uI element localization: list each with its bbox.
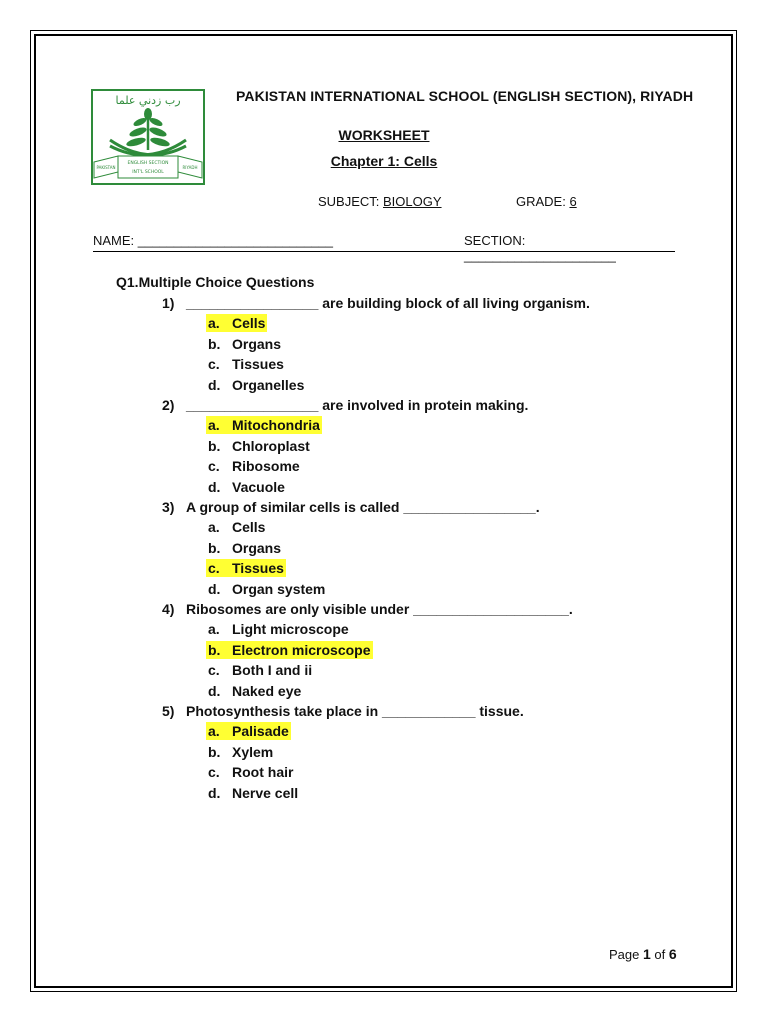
section-title: Q1.Multiple Choice Questions [116, 274, 315, 290]
option-text: Xylem [232, 744, 274, 760]
svg-text:PAKISTAN: PAKISTAN [96, 165, 116, 170]
subject-value: BIOLOGY [383, 194, 442, 209]
option-text: Naked eye [232, 683, 302, 699]
option-text: Palisade [232, 723, 289, 739]
question-text: _________________ are involved in protein making. [186, 397, 529, 413]
question-text: A group of similar cells is called _________________. [186, 499, 540, 515]
grade-line: GRADE: 6 [516, 194, 577, 209]
option-text: Vacuole [232, 479, 285, 495]
option-letter: d. [208, 581, 221, 597]
svg-text:ENGLISH SECTION: ENGLISH SECTION [127, 161, 169, 166]
option-letter: a. [208, 621, 220, 637]
section-field[interactable]: SECTION: _____________________ [464, 233, 616, 263]
option-text: Organs [232, 336, 282, 352]
option-letter: c. [208, 560, 220, 576]
logo-arabic-text: رب زدني علما [115, 94, 181, 107]
worksheet-title: WORKSHEET [338, 127, 430, 143]
option-text: Light microscope [232, 621, 349, 637]
option-text: Tissues [232, 560, 284, 576]
option-letter: a. [208, 723, 220, 739]
svg-text:RIYADH: RIYADH [182, 165, 198, 170]
option-text: Organs [232, 540, 282, 556]
option-letter: d. [208, 683, 221, 699]
option-text: Tissues [232, 356, 284, 372]
option-letter: a. [208, 315, 220, 331]
option-text: Organelles [232, 377, 305, 393]
page-number: Page 1 of 6 [609, 946, 677, 962]
option-letter: c. [208, 662, 220, 678]
option-letter: c. [208, 764, 220, 780]
name-field[interactable]: NAME: ___________________________ [93, 233, 333, 248]
question-number: 3) [162, 499, 175, 515]
option-letter: c. [208, 458, 220, 474]
option-letter: d. [208, 785, 221, 801]
subject-line: SUBJECT: BIOLOGY [318, 194, 442, 209]
question-text: Ribosomes are only visible under ____________________. [186, 601, 573, 617]
question-text: Photosynthesis take place in ____________ tissue. [186, 703, 524, 719]
option-letter: b. [208, 744, 221, 760]
option-text: Root hair [232, 764, 294, 780]
option-letter: b. [208, 438, 221, 454]
question-number: 2) [162, 397, 175, 413]
option-text: Nerve cell [232, 785, 299, 801]
option-letter: c. [208, 356, 220, 372]
chapter-title: Chapter 1: Cells [330, 153, 438, 169]
option-text: Mitochondria [232, 417, 320, 433]
option-text: Cells [232, 519, 266, 535]
option-letter: d. [208, 479, 221, 495]
option-text: Ribosome [232, 458, 300, 474]
question-number: 4) [162, 601, 175, 617]
option-text: Organ system [232, 581, 326, 597]
option-text: Cells [232, 315, 266, 331]
option-letter: b. [208, 642, 221, 658]
question-text: _________________ are building block of all living organism. [186, 295, 590, 311]
option-letter: a. [208, 519, 220, 535]
svg-text:INT'L SCHOOL: INT'L SCHOOL [132, 170, 164, 175]
option-letter: b. [208, 540, 221, 556]
question-number: 1) [162, 295, 175, 311]
option-text: Chloroplast [232, 438, 310, 454]
option-letter: d. [208, 377, 221, 393]
option-text: Electron microscope [232, 642, 371, 658]
option-letter: a. [208, 417, 220, 433]
grade-value: 6 [569, 194, 577, 209]
option-letter: b. [208, 336, 221, 352]
question-number: 5) [162, 703, 175, 719]
school-name: PAKISTAN INTERNATIONAL SCHOOL (ENGLISH SECTION), RIYADH [236, 88, 694, 104]
option-text: Both I and ii [232, 662, 313, 678]
name-section-row [93, 233, 675, 263]
